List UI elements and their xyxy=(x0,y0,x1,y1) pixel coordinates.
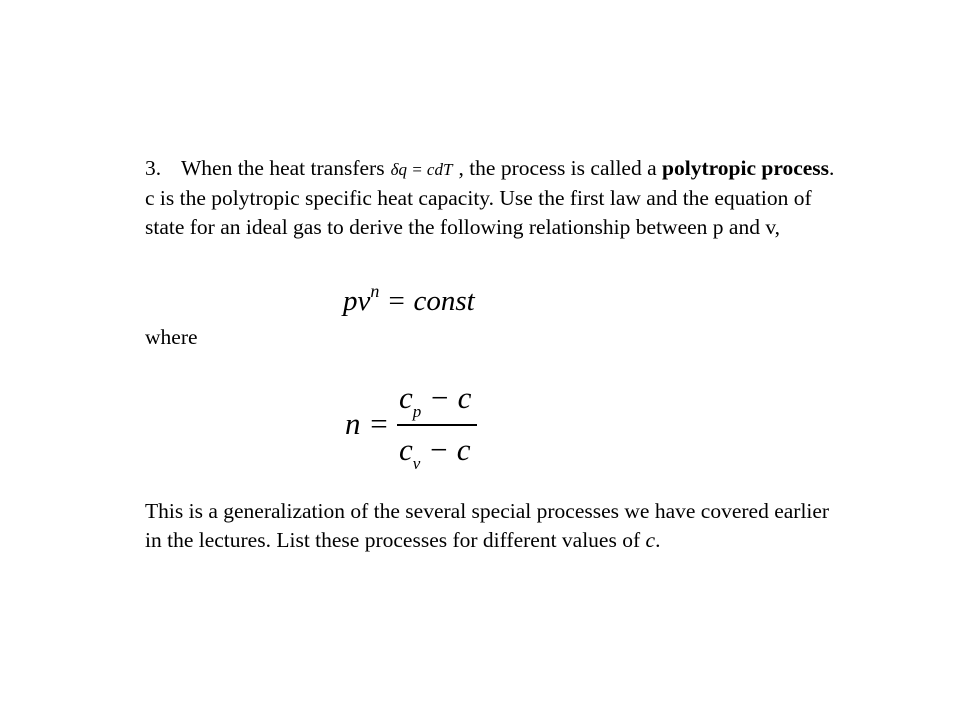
problem-text-mid: , the process is called a xyxy=(458,156,657,180)
eq1-rhs: = const xyxy=(386,285,475,317)
closing-var: c xyxy=(645,528,656,552)
term-polytropic: polytropic xyxy=(662,156,756,180)
problem-text-rest: . c is the polytropic specific heat capacity. Use the first law and the equation of state for an ideal gas to derive the following relationship between p and v, xyxy=(145,156,835,239)
inline-equation: δq = cdT xyxy=(390,160,453,179)
eq2-num-sub: p xyxy=(412,402,422,421)
eq2-den-sub: v xyxy=(412,454,421,473)
where-label: where xyxy=(145,325,198,349)
eq2-lhs: n = xyxy=(345,406,390,441)
equation-pv-const xyxy=(343,281,475,318)
eq2-num-var: c xyxy=(399,380,413,415)
eq2-den-rest: − c xyxy=(420,432,471,467)
fraction-bar xyxy=(397,424,477,426)
closing-paragraph xyxy=(145,497,845,555)
term-process: process xyxy=(761,156,830,180)
eq1-base: pv xyxy=(343,285,371,317)
eq2-numerator xyxy=(399,380,472,421)
closing-end: . xyxy=(655,528,661,552)
eq1-exponent: n xyxy=(370,281,380,301)
eq2-num-rest: − c xyxy=(421,380,472,415)
equation-n-definition xyxy=(345,380,485,473)
problem-number: 3. xyxy=(145,156,162,180)
problem-statement xyxy=(145,154,845,242)
problem-text-intro: When the heat transfers xyxy=(181,156,385,180)
eq2-denominator xyxy=(399,432,471,473)
closing-text: This is a generalization of the several special processes we have covered earlier in the lectures. List these processes for different values of xyxy=(145,499,830,552)
eq2-den-var: c xyxy=(399,432,413,467)
